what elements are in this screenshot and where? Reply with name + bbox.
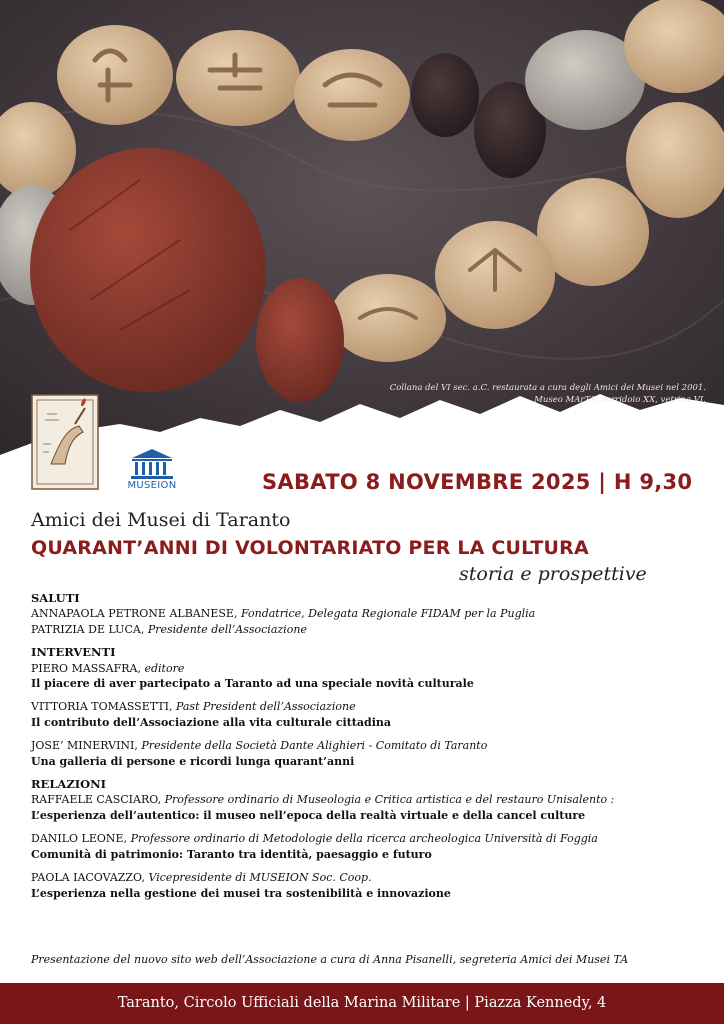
- museion-logo: [120, 446, 184, 494]
- speaker-name: ANNAPAOLA PETRONE ALBANESE: [31, 607, 234, 621]
- program-item: [31, 792, 711, 823]
- program-item: [31, 831, 711, 862]
- speaker-line: PATRIZIA DE LUCA, Presidente dell’Associazione: [31, 622, 307, 636]
- speaker-role: Presidente dell’Associazione: [147, 622, 307, 636]
- speaker-name: DANILO LEONE: [31, 832, 124, 846]
- speaker-role: Professore ordinario di Metodologie della ricerca archeologica Università di Foggia: [130, 832, 598, 846]
- section-title: RELAZIONI: [31, 777, 107, 792]
- venue-footer: Taranto, Circolo Ufficiali della Marina Militare | Piazza Kennedy, 4: [0, 983, 724, 1024]
- talk-topic: Il contributo dell’Associazione alla vita culturale cittadina: [31, 715, 391, 729]
- speaker-name: PAOLA IACOVAZZO: [31, 871, 142, 885]
- speaker-role: Presidente della Società Dante Alighieri - Comitato di Taranto: [141, 739, 488, 753]
- website-presentation-note: Presentazione del nuovo sito web dell’Associazione a cura di Anna Pisanelli, segreteria Amici dei Musei TA: [31, 953, 629, 966]
- event-subtitle: storia e prospettive: [459, 563, 647, 585]
- talk-topic: Una galleria di persone e ricordi lunga quarant’anni: [31, 754, 355, 768]
- talk-topic: Il piacere di aver partecipato a Taranto ad una speciale novità culturale: [31, 677, 474, 691]
- event-headline: QUARANT’ANNI DI VOLONTARIATO PER LA CULTURA: [31, 537, 589, 559]
- program-item: [31, 661, 711, 692]
- talk-topic: L’esperienza nella gestione dei musei tra sostenibilità e innovazione: [31, 886, 451, 900]
- talk-topic: Comunità di patrimonio: Taranto tra identità, paesaggio e futuro: [31, 847, 432, 861]
- talk-topic: L’esperienza dell’autentico: il museo nell’epoca della realtà virtuale e della cancel culture: [31, 808, 586, 822]
- speaker-name: PATRIZIA DE LUCA: [31, 622, 141, 636]
- caption-line-2: Museo MArTA, corridoio XX, vetrina VI.: [534, 395, 706, 405]
- program-item: [31, 699, 711, 730]
- speaker-line: ANNAPAOLA PETRONE ALBANESE, Fondatrice, Delegata Regionale FIDAM per la Puglia: [31, 607, 536, 621]
- speaker-line: RAFFAELE CASCIARO, Professore ordinario di Museologia e Critica artistica e del restauro Unisalento :: [31, 793, 615, 807]
- program-item: [31, 738, 711, 769]
- section-title: SALUTI: [31, 591, 80, 605]
- section-title: INTERVENTI: [31, 645, 116, 660]
- speaker-name: JOSE’ MINERVINI: [31, 739, 135, 753]
- speaker-name: RAFFAELE CASCIARO: [31, 793, 158, 807]
- speaker-line: VITTORIA TOMASSETTI, Past President dell’Associazione: [31, 700, 356, 714]
- speaker-line: DANILO LEONE, Professore ordinario di Metodologie della ricerca archeologica Università di Foggia: [31, 832, 598, 846]
- amici-dei-musei-logo: [31, 394, 99, 490]
- section-interventi: [31, 645, 711, 769]
- speaker-line: PIERO MASSAFRA, editore: [31, 661, 185, 675]
- section-saluti: [31, 591, 711, 637]
- speaker-role: Professore ordinario di Museologia e Critica artistica e del restauro Unisalento :: [164, 793, 615, 807]
- speaker-line: JOSE’ MINERVINI, Presidente della Società Dante Alighieri - Comitato di Taranto: [31, 739, 488, 753]
- speaker-role: editore: [144, 661, 185, 675]
- speaker-line: PAOLA IACOVAZZO, Vicepresidente di MUSEION Soc. Coop.: [31, 871, 372, 885]
- program: [31, 591, 711, 909]
- photo-caption: [390, 382, 706, 406]
- speaker-name: VITTORIA TOMASSETTI: [31, 700, 169, 714]
- speaker-role: Past President dell’Associazione: [175, 700, 356, 714]
- section-relazioni: [31, 777, 711, 901]
- museion-label: MUSEION: [127, 480, 177, 491]
- organization-name: Amici dei Musei di Taranto: [31, 509, 291, 531]
- speaker-name: PIERO MASSAFRA: [31, 661, 138, 675]
- speaker-role: Fondatrice, Delegata Regionale FIDAM per la Puglia: [240, 607, 536, 621]
- caption-line-1: Collana del VI sec. a.C. restaurata a cura degli Amici dei Musei nel 2001.: [389, 383, 706, 393]
- event-date: SABATO 8 NOVEMBRE 2025 | H 9,30: [262, 470, 693, 494]
- program-item: [31, 870, 711, 901]
- temple-icon: [120, 446, 184, 480]
- speaker-role: Vicepresidente di MUSEION Soc. Coop.: [148, 871, 372, 885]
